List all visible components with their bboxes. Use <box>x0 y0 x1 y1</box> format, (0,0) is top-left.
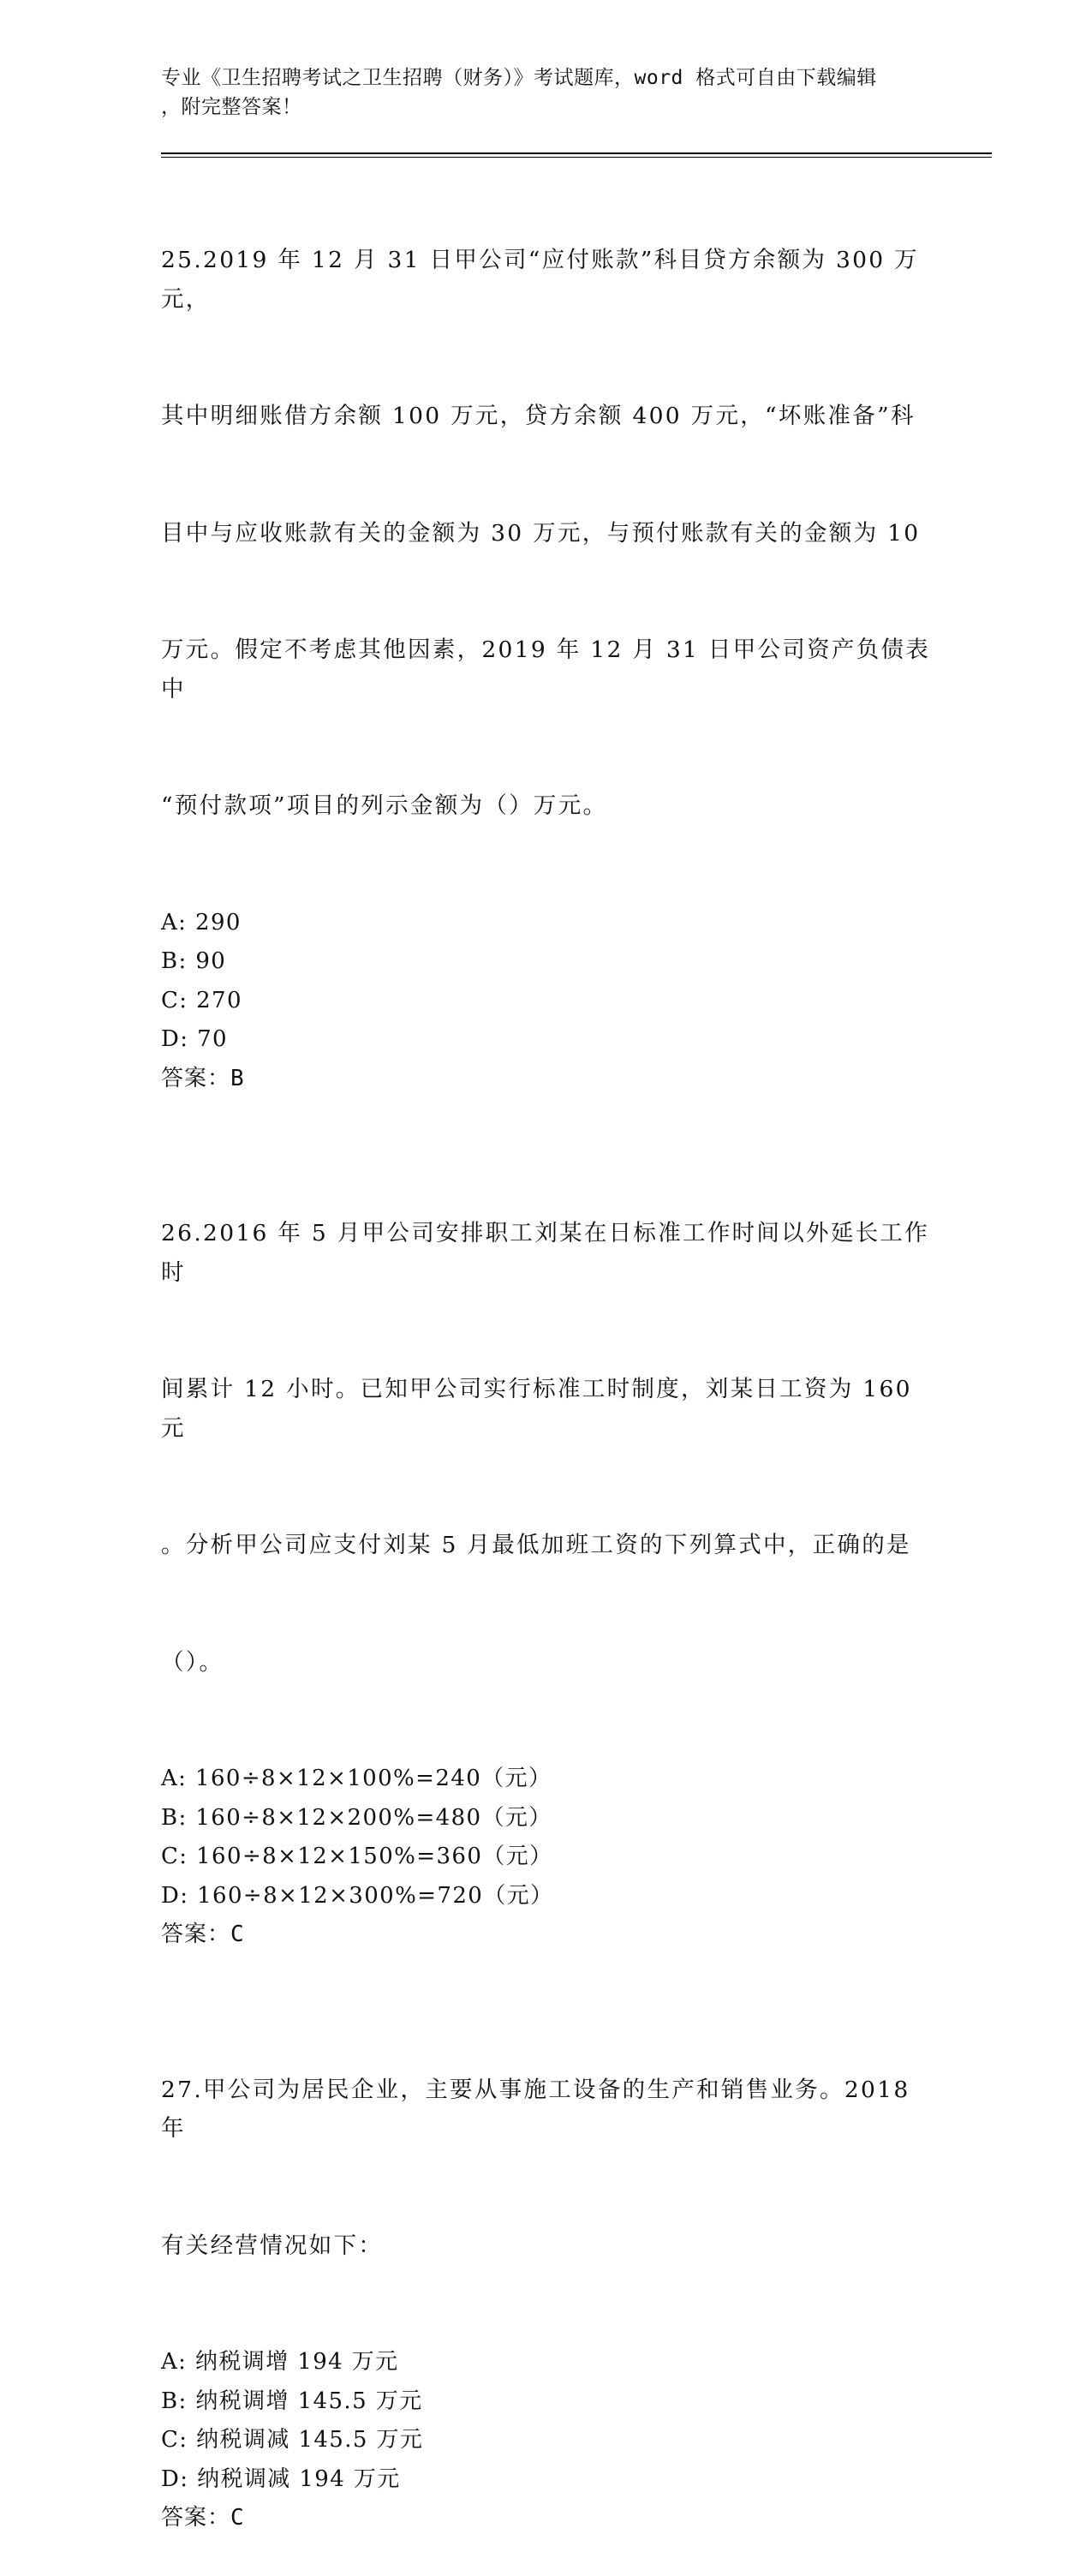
question-line: 有关经营情况如下： <box>161 2232 384 2259</box>
header-line-1: 专业《卫生招聘考试之卫生招聘（财务）》考试题库，word 格式可自由下载编辑 <box>161 67 877 89</box>
option-a: A: 160÷8×12×100%=240（元） <box>161 1766 552 1791</box>
question-27 <box>161 1993 932 2538</box>
question-25 <box>161 163 932 1098</box>
question-line: 间累计 12 小时。已知甲公司实行标准工时制度，刘某日工资为 160 元 <box>161 1376 922 1442</box>
option-a: A: 290 <box>161 909 242 935</box>
header-line-2: ，附完整答案！ <box>161 96 302 118</box>
answer-line: 答案：B <box>161 1065 245 1091</box>
question-text <box>161 1993 932 2344</box>
question-text <box>161 163 932 904</box>
question-line: 万元。假定不考虑其他因素，2019 年 12 月 31 日甲公司资产负债表中 <box>161 637 931 702</box>
question-line: 26.2016 年 5 月甲公司安排职工刘某在日标准工作时间以外延长工作时 <box>161 1220 930 1286</box>
option-b: B: 纳税调增 145.5 万元 <box>161 2388 423 2414</box>
question-line: 目中与应收账款有关的金额为 30 万元，与预付账款有关的金额为 10 <box>161 519 921 547</box>
option-b: B: 90 <box>161 948 227 974</box>
question-line: （）。 <box>161 1648 224 1676</box>
option-c: C: 160÷8×12×150%=360（元） <box>161 1844 553 1869</box>
option-c: C: 270 <box>161 987 242 1013</box>
question-26 <box>161 1136 932 1955</box>
option-d: D: 纳税调减 194 万元 <box>161 2465 401 2492</box>
answer-line: 答案：C <box>161 2505 245 2531</box>
option-d: D: 70 <box>161 1026 228 1052</box>
document-header <box>161 63 932 122</box>
option-b: B: 160÷8×12×200%=480（元） <box>161 1804 552 1831</box>
option-c: C: 纳税调减 145.5 万元 <box>161 2427 424 2453</box>
question-line: 27.甲公司为居民企业，主要从事施工设备的生产和销售业务。2018 年 <box>161 2076 920 2142</box>
answer-line: 答案：C <box>161 1922 245 1947</box>
question-line: 其中明细账借方余额 100 万元，贷方余额 400 万元，“坏账准备”科 <box>161 403 916 429</box>
question-list <box>161 163 932 2576</box>
question-line: 25.2019 年 12 月 31 日甲公司“应付账款”科目贷方余额为 300 万元， <box>161 247 919 313</box>
option-d: D: 160÷8×12×300%=720（元） <box>161 1882 554 1909</box>
header-divider-thin <box>161 157 992 158</box>
header-divider-thick <box>161 152 992 154</box>
option-a: A: 纳税调增 194 万元 <box>161 2349 399 2375</box>
question-text <box>161 1136 932 1760</box>
question-line: 。分析甲公司应支付刘某 5 月最低加班工资的下列算式中，正确的是 <box>161 1532 911 1558</box>
question-line: “预付款项”项目的列示金额为（）万元。 <box>161 792 608 819</box>
